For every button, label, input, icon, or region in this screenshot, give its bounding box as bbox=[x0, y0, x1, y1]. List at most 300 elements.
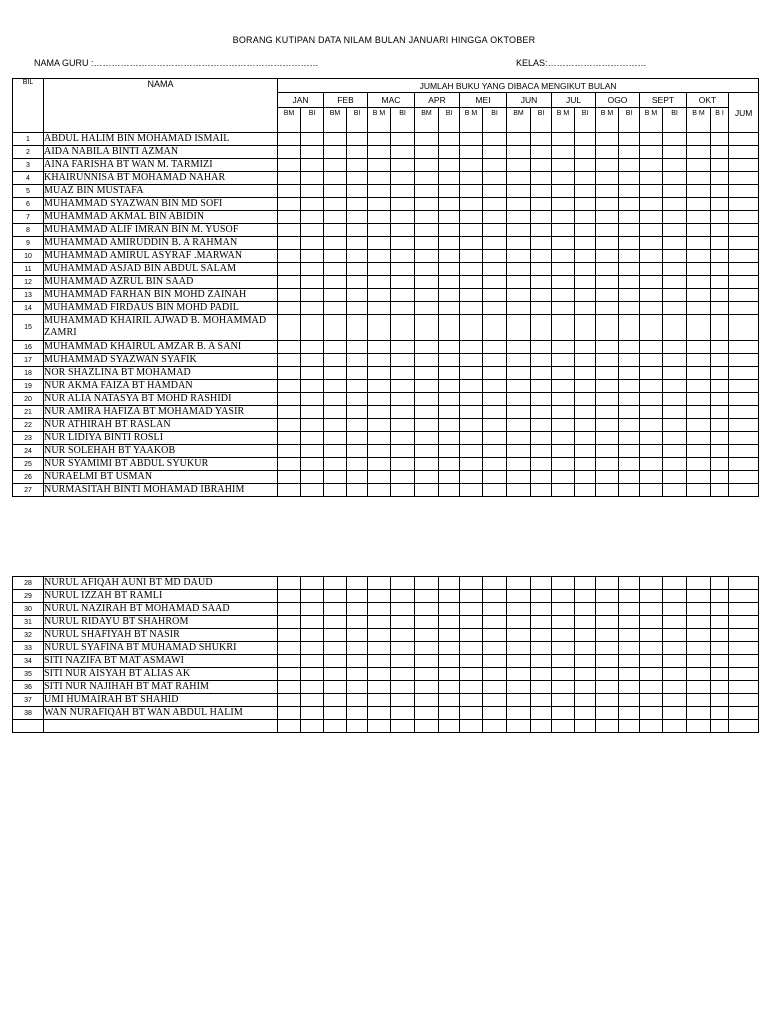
book-count-cell[interactable] bbox=[619, 694, 640, 707]
book-count-cell[interactable] bbox=[663, 276, 687, 289]
book-count-cell[interactable] bbox=[687, 484, 711, 497]
book-count-cell[interactable] bbox=[619, 289, 640, 302]
book-count-cell[interactable] bbox=[663, 250, 687, 263]
book-count-cell[interactable] bbox=[596, 224, 619, 237]
book-count-cell[interactable] bbox=[687, 720, 711, 733]
book-count-cell[interactable] bbox=[460, 380, 483, 393]
book-count-cell[interactable] bbox=[483, 172, 507, 185]
book-count-cell[interactable] bbox=[575, 146, 596, 159]
book-count-cell[interactable] bbox=[324, 354, 347, 367]
book-count-cell[interactable] bbox=[663, 707, 687, 720]
book-count-cell[interactable] bbox=[391, 406, 415, 419]
book-count-cell[interactable] bbox=[596, 616, 619, 629]
book-count-cell[interactable] bbox=[483, 720, 507, 733]
book-count-cell[interactable] bbox=[301, 694, 324, 707]
book-count-cell[interactable] bbox=[729, 315, 759, 341]
book-count-cell[interactable] bbox=[663, 484, 687, 497]
book-count-cell[interactable] bbox=[640, 237, 663, 250]
book-count-cell[interactable] bbox=[687, 250, 711, 263]
book-count-cell[interactable] bbox=[596, 146, 619, 159]
book-count-cell[interactable] bbox=[687, 380, 711, 393]
book-count-cell[interactable] bbox=[663, 146, 687, 159]
book-count-cell[interactable] bbox=[347, 590, 368, 603]
book-count-cell[interactable] bbox=[663, 406, 687, 419]
book-count-cell[interactable] bbox=[729, 276, 759, 289]
book-count-cell[interactable] bbox=[640, 380, 663, 393]
book-count-cell[interactable] bbox=[415, 341, 439, 354]
book-count-cell[interactable] bbox=[301, 393, 324, 406]
book-count-cell[interactable] bbox=[507, 393, 531, 406]
book-count-cell[interactable] bbox=[415, 354, 439, 367]
book-count-cell[interactable] bbox=[663, 354, 687, 367]
book-count-cell[interactable] bbox=[687, 224, 711, 237]
book-count-cell[interactable] bbox=[552, 341, 575, 354]
book-count-cell[interactable] bbox=[415, 406, 439, 419]
book-count-cell[interactable] bbox=[324, 432, 347, 445]
book-count-cell[interactable] bbox=[439, 146, 460, 159]
book-count-cell[interactable] bbox=[619, 341, 640, 354]
book-count-cell[interactable] bbox=[640, 577, 663, 590]
book-count-cell[interactable] bbox=[368, 707, 391, 720]
book-count-cell[interactable] bbox=[391, 211, 415, 224]
book-count-cell[interactable] bbox=[460, 211, 483, 224]
book-count-cell[interactable] bbox=[640, 133, 663, 146]
book-count-cell[interactable] bbox=[687, 133, 711, 146]
book-count-cell[interactable] bbox=[663, 185, 687, 198]
book-count-cell[interactable] bbox=[301, 720, 324, 733]
book-count-cell[interactable] bbox=[347, 172, 368, 185]
book-count-cell[interactable] bbox=[619, 681, 640, 694]
book-count-cell[interactable] bbox=[391, 419, 415, 432]
book-count-cell[interactable] bbox=[391, 432, 415, 445]
book-count-cell[interactable] bbox=[552, 484, 575, 497]
book-count-cell[interactable] bbox=[687, 694, 711, 707]
book-count-cell[interactable] bbox=[301, 406, 324, 419]
book-count-cell[interactable] bbox=[663, 419, 687, 432]
book-count-cell[interactable] bbox=[368, 720, 391, 733]
book-count-cell[interactable] bbox=[619, 406, 640, 419]
book-count-cell[interactable] bbox=[531, 720, 552, 733]
book-count-cell[interactable] bbox=[552, 315, 575, 341]
book-count-cell[interactable] bbox=[596, 668, 619, 681]
book-count-cell[interactable] bbox=[507, 250, 531, 263]
book-count-cell[interactable] bbox=[483, 668, 507, 681]
book-count-cell[interactable] bbox=[729, 133, 759, 146]
book-count-cell[interactable] bbox=[439, 367, 460, 380]
book-count-cell[interactable] bbox=[711, 720, 729, 733]
book-count-cell[interactable] bbox=[575, 707, 596, 720]
book-count-cell[interactable] bbox=[687, 315, 711, 341]
book-count-cell[interactable] bbox=[619, 380, 640, 393]
book-count-cell[interactable] bbox=[663, 367, 687, 380]
book-count-cell[interactable] bbox=[596, 380, 619, 393]
book-count-cell[interactable] bbox=[483, 263, 507, 276]
book-count-cell[interactable] bbox=[368, 484, 391, 497]
book-count-cell[interactable] bbox=[391, 224, 415, 237]
book-count-cell[interactable] bbox=[415, 224, 439, 237]
book-count-cell[interactable] bbox=[301, 458, 324, 471]
book-count-cell[interactable] bbox=[711, 419, 729, 432]
book-count-cell[interactable] bbox=[596, 133, 619, 146]
book-count-cell[interactable] bbox=[507, 616, 531, 629]
book-count-cell[interactable] bbox=[301, 341, 324, 354]
book-count-cell[interactable] bbox=[711, 315, 729, 341]
book-count-cell[interactable] bbox=[483, 419, 507, 432]
book-count-cell[interactable] bbox=[619, 471, 640, 484]
book-count-cell[interactable] bbox=[439, 289, 460, 302]
book-count-cell[interactable] bbox=[391, 367, 415, 380]
book-count-cell[interactable] bbox=[483, 289, 507, 302]
book-count-cell[interactable] bbox=[347, 484, 368, 497]
book-count-cell[interactable] bbox=[460, 224, 483, 237]
book-count-cell[interactable] bbox=[711, 668, 729, 681]
book-count-cell[interactable] bbox=[278, 367, 301, 380]
book-count-cell[interactable] bbox=[368, 250, 391, 263]
book-count-cell[interactable] bbox=[278, 707, 301, 720]
book-count-cell[interactable] bbox=[619, 172, 640, 185]
book-count-cell[interactable] bbox=[483, 484, 507, 497]
book-count-cell[interactable] bbox=[711, 603, 729, 616]
book-count-cell[interactable] bbox=[301, 432, 324, 445]
book-count-cell[interactable] bbox=[531, 484, 552, 497]
book-count-cell[interactable] bbox=[415, 707, 439, 720]
book-count-cell[interactable] bbox=[415, 681, 439, 694]
book-count-cell[interactable] bbox=[415, 380, 439, 393]
book-count-cell[interactable] bbox=[439, 224, 460, 237]
book-count-cell[interactable] bbox=[483, 146, 507, 159]
book-count-cell[interactable] bbox=[596, 458, 619, 471]
book-count-cell[interactable] bbox=[619, 720, 640, 733]
book-count-cell[interactable] bbox=[531, 341, 552, 354]
book-count-cell[interactable] bbox=[575, 590, 596, 603]
book-count-cell[interactable] bbox=[596, 694, 619, 707]
book-count-cell[interactable] bbox=[575, 367, 596, 380]
book-count-cell[interactable] bbox=[531, 315, 552, 341]
book-count-cell[interactable] bbox=[596, 341, 619, 354]
book-count-cell[interactable] bbox=[619, 616, 640, 629]
book-count-cell[interactable] bbox=[391, 629, 415, 642]
book-count-cell[interactable] bbox=[301, 172, 324, 185]
book-count-cell[interactable] bbox=[415, 172, 439, 185]
book-count-cell[interactable] bbox=[687, 276, 711, 289]
book-count-cell[interactable] bbox=[391, 380, 415, 393]
book-count-cell[interactable] bbox=[619, 655, 640, 668]
book-count-cell[interactable] bbox=[663, 224, 687, 237]
book-count-cell[interactable] bbox=[415, 458, 439, 471]
book-count-cell[interactable] bbox=[278, 393, 301, 406]
book-count-cell[interactable] bbox=[301, 133, 324, 146]
book-count-cell[interactable] bbox=[687, 707, 711, 720]
book-count-cell[interactable] bbox=[687, 393, 711, 406]
book-count-cell[interactable] bbox=[347, 406, 368, 419]
book-count-cell[interactable] bbox=[619, 211, 640, 224]
book-count-cell[interactable] bbox=[301, 302, 324, 315]
book-count-cell[interactable] bbox=[368, 590, 391, 603]
book-count-cell[interactable] bbox=[729, 198, 759, 211]
book-count-cell[interactable] bbox=[439, 276, 460, 289]
book-count-cell[interactable] bbox=[278, 198, 301, 211]
book-count-cell[interactable] bbox=[439, 432, 460, 445]
book-count-cell[interactable] bbox=[347, 616, 368, 629]
book-count-cell[interactable] bbox=[278, 432, 301, 445]
book-count-cell[interactable] bbox=[460, 655, 483, 668]
book-count-cell[interactable] bbox=[596, 406, 619, 419]
book-count-cell[interactable] bbox=[439, 263, 460, 276]
book-count-cell[interactable] bbox=[278, 146, 301, 159]
book-count-cell[interactable] bbox=[439, 341, 460, 354]
book-count-cell[interactable] bbox=[460, 146, 483, 159]
book-count-cell[interactable] bbox=[324, 616, 347, 629]
book-count-cell[interactable] bbox=[687, 289, 711, 302]
book-count-cell[interactable] bbox=[596, 471, 619, 484]
book-count-cell[interactable] bbox=[729, 211, 759, 224]
book-count-cell[interactable] bbox=[324, 642, 347, 655]
book-count-cell[interactable] bbox=[324, 224, 347, 237]
book-count-cell[interactable] bbox=[711, 707, 729, 720]
book-count-cell[interactable] bbox=[575, 380, 596, 393]
book-count-cell[interactable] bbox=[301, 668, 324, 681]
book-count-cell[interactable] bbox=[640, 694, 663, 707]
book-count-cell[interactable] bbox=[415, 577, 439, 590]
book-count-cell[interactable] bbox=[347, 263, 368, 276]
book-count-cell[interactable] bbox=[531, 172, 552, 185]
book-count-cell[interactable] bbox=[301, 211, 324, 224]
book-count-cell[interactable] bbox=[483, 616, 507, 629]
book-count-cell[interactable] bbox=[711, 250, 729, 263]
book-count-cell[interactable] bbox=[640, 289, 663, 302]
book-count-cell[interactable] bbox=[439, 406, 460, 419]
book-count-cell[interactable] bbox=[596, 393, 619, 406]
book-count-cell[interactable] bbox=[391, 445, 415, 458]
book-count-cell[interactable] bbox=[415, 250, 439, 263]
book-count-cell[interactable] bbox=[596, 354, 619, 367]
book-count-cell[interactable] bbox=[640, 224, 663, 237]
book-count-cell[interactable] bbox=[460, 367, 483, 380]
book-count-cell[interactable] bbox=[391, 289, 415, 302]
book-count-cell[interactable] bbox=[619, 393, 640, 406]
book-count-cell[interactable] bbox=[301, 367, 324, 380]
book-count-cell[interactable] bbox=[663, 458, 687, 471]
book-count-cell[interactable] bbox=[596, 642, 619, 655]
book-count-cell[interactable] bbox=[640, 172, 663, 185]
book-count-cell[interactable] bbox=[640, 159, 663, 172]
book-count-cell[interactable] bbox=[301, 159, 324, 172]
book-count-cell[interactable] bbox=[619, 354, 640, 367]
book-count-cell[interactable] bbox=[531, 289, 552, 302]
book-count-cell[interactable] bbox=[575, 642, 596, 655]
book-count-cell[interactable] bbox=[278, 406, 301, 419]
book-count-cell[interactable] bbox=[439, 159, 460, 172]
book-count-cell[interactable] bbox=[415, 146, 439, 159]
book-count-cell[interactable] bbox=[711, 393, 729, 406]
book-count-cell[interactable] bbox=[575, 354, 596, 367]
book-count-cell[interactable] bbox=[531, 146, 552, 159]
book-count-cell[interactable] bbox=[347, 668, 368, 681]
book-count-cell[interactable] bbox=[483, 276, 507, 289]
book-count-cell[interactable] bbox=[415, 655, 439, 668]
book-count-cell[interactable] bbox=[439, 393, 460, 406]
book-count-cell[interactable] bbox=[439, 250, 460, 263]
book-count-cell[interactable] bbox=[575, 224, 596, 237]
book-count-cell[interactable] bbox=[711, 629, 729, 642]
book-count-cell[interactable] bbox=[640, 681, 663, 694]
book-count-cell[interactable] bbox=[552, 445, 575, 458]
book-count-cell[interactable] bbox=[460, 159, 483, 172]
book-count-cell[interactable] bbox=[368, 315, 391, 341]
book-count-cell[interactable] bbox=[278, 263, 301, 276]
book-count-cell[interactable] bbox=[439, 655, 460, 668]
book-count-cell[interactable] bbox=[687, 263, 711, 276]
book-count-cell[interactable] bbox=[619, 237, 640, 250]
book-count-cell[interactable] bbox=[596, 276, 619, 289]
book-count-cell[interactable] bbox=[483, 315, 507, 341]
book-count-cell[interactable] bbox=[687, 367, 711, 380]
book-count-cell[interactable] bbox=[531, 406, 552, 419]
book-count-cell[interactable] bbox=[507, 263, 531, 276]
book-count-cell[interactable] bbox=[687, 603, 711, 616]
book-count-cell[interactable] bbox=[301, 419, 324, 432]
book-count-cell[interactable] bbox=[347, 302, 368, 315]
book-count-cell[interactable] bbox=[507, 694, 531, 707]
book-count-cell[interactable] bbox=[278, 224, 301, 237]
book-count-cell[interactable] bbox=[391, 393, 415, 406]
book-count-cell[interactable] bbox=[347, 250, 368, 263]
book-count-cell[interactable] bbox=[575, 655, 596, 668]
book-count-cell[interactable] bbox=[575, 315, 596, 341]
book-count-cell[interactable] bbox=[347, 185, 368, 198]
book-count-cell[interactable] bbox=[687, 642, 711, 655]
book-count-cell[interactable] bbox=[324, 289, 347, 302]
book-count-cell[interactable] bbox=[415, 445, 439, 458]
book-count-cell[interactable] bbox=[301, 185, 324, 198]
book-count-cell[interactable] bbox=[460, 458, 483, 471]
book-count-cell[interactable] bbox=[729, 590, 759, 603]
book-count-cell[interactable] bbox=[347, 445, 368, 458]
book-count-cell[interactable] bbox=[439, 419, 460, 432]
book-count-cell[interactable] bbox=[619, 302, 640, 315]
book-count-cell[interactable] bbox=[368, 629, 391, 642]
book-count-cell[interactable] bbox=[507, 146, 531, 159]
book-count-cell[interactable] bbox=[507, 458, 531, 471]
book-count-cell[interactable] bbox=[391, 668, 415, 681]
book-count-cell[interactable] bbox=[391, 133, 415, 146]
book-count-cell[interactable] bbox=[415, 720, 439, 733]
book-count-cell[interactable] bbox=[663, 577, 687, 590]
book-count-cell[interactable] bbox=[391, 616, 415, 629]
book-count-cell[interactable] bbox=[663, 393, 687, 406]
book-count-cell[interactable] bbox=[507, 720, 531, 733]
book-count-cell[interactable] bbox=[729, 616, 759, 629]
book-count-cell[interactable] bbox=[278, 419, 301, 432]
book-count-cell[interactable] bbox=[552, 393, 575, 406]
book-count-cell[interactable] bbox=[552, 224, 575, 237]
book-count-cell[interactable] bbox=[507, 642, 531, 655]
book-count-cell[interactable] bbox=[391, 198, 415, 211]
book-count-cell[interactable] bbox=[687, 681, 711, 694]
book-count-cell[interactable] bbox=[552, 172, 575, 185]
book-count-cell[interactable] bbox=[552, 471, 575, 484]
book-count-cell[interactable] bbox=[640, 445, 663, 458]
book-count-cell[interactable] bbox=[415, 642, 439, 655]
book-count-cell[interactable] bbox=[531, 302, 552, 315]
book-count-cell[interactable] bbox=[663, 629, 687, 642]
book-count-cell[interactable] bbox=[507, 471, 531, 484]
book-count-cell[interactable] bbox=[324, 445, 347, 458]
book-count-cell[interactable] bbox=[324, 250, 347, 263]
book-count-cell[interactable] bbox=[729, 250, 759, 263]
book-count-cell[interactable] bbox=[368, 577, 391, 590]
book-count-cell[interactable] bbox=[483, 458, 507, 471]
book-count-cell[interactable] bbox=[575, 263, 596, 276]
book-count-cell[interactable] bbox=[301, 642, 324, 655]
book-count-cell[interactable] bbox=[368, 172, 391, 185]
book-count-cell[interactable] bbox=[575, 133, 596, 146]
book-count-cell[interactable] bbox=[439, 237, 460, 250]
book-count-cell[interactable] bbox=[347, 471, 368, 484]
book-count-cell[interactable] bbox=[415, 393, 439, 406]
book-count-cell[interactable] bbox=[301, 354, 324, 367]
book-count-cell[interactable] bbox=[507, 315, 531, 341]
book-count-cell[interactable] bbox=[640, 432, 663, 445]
book-count-cell[interactable] bbox=[619, 484, 640, 497]
book-count-cell[interactable] bbox=[391, 185, 415, 198]
book-count-cell[interactable] bbox=[596, 302, 619, 315]
book-count-cell[interactable] bbox=[729, 603, 759, 616]
book-count-cell[interactable] bbox=[640, 341, 663, 354]
book-count-cell[interactable] bbox=[575, 629, 596, 642]
book-count-cell[interactable] bbox=[729, 484, 759, 497]
book-count-cell[interactable] bbox=[711, 432, 729, 445]
book-count-cell[interactable] bbox=[415, 367, 439, 380]
book-count-cell[interactable] bbox=[687, 655, 711, 668]
book-count-cell[interactable] bbox=[552, 616, 575, 629]
book-count-cell[interactable] bbox=[439, 720, 460, 733]
book-count-cell[interactable] bbox=[531, 577, 552, 590]
book-count-cell[interactable] bbox=[640, 720, 663, 733]
book-count-cell[interactable] bbox=[368, 185, 391, 198]
book-count-cell[interactable] bbox=[368, 289, 391, 302]
book-count-cell[interactable] bbox=[460, 720, 483, 733]
book-count-cell[interactable] bbox=[711, 289, 729, 302]
book-count-cell[interactable] bbox=[460, 289, 483, 302]
book-count-cell[interactable] bbox=[531, 224, 552, 237]
book-count-cell[interactable] bbox=[729, 185, 759, 198]
book-count-cell[interactable] bbox=[507, 185, 531, 198]
book-count-cell[interactable] bbox=[729, 694, 759, 707]
book-count-cell[interactable] bbox=[391, 159, 415, 172]
book-count-cell[interactable] bbox=[439, 445, 460, 458]
book-count-cell[interactable] bbox=[663, 263, 687, 276]
book-count-cell[interactable] bbox=[640, 250, 663, 263]
book-count-cell[interactable] bbox=[687, 185, 711, 198]
book-count-cell[interactable] bbox=[460, 172, 483, 185]
book-count-cell[interactable] bbox=[460, 185, 483, 198]
book-count-cell[interactable] bbox=[415, 237, 439, 250]
book-count-cell[interactable] bbox=[324, 419, 347, 432]
book-count-cell[interactable] bbox=[596, 185, 619, 198]
book-count-cell[interactable] bbox=[619, 198, 640, 211]
book-count-cell[interactable] bbox=[439, 354, 460, 367]
book-count-cell[interactable] bbox=[711, 471, 729, 484]
book-count-cell[interactable] bbox=[347, 642, 368, 655]
book-count-cell[interactable] bbox=[552, 603, 575, 616]
book-count-cell[interactable] bbox=[347, 577, 368, 590]
book-count-cell[interactable] bbox=[640, 367, 663, 380]
book-count-cell[interactable] bbox=[575, 185, 596, 198]
book-count-cell[interactable] bbox=[368, 603, 391, 616]
book-count-cell[interactable] bbox=[663, 642, 687, 655]
book-count-cell[interactable] bbox=[368, 302, 391, 315]
